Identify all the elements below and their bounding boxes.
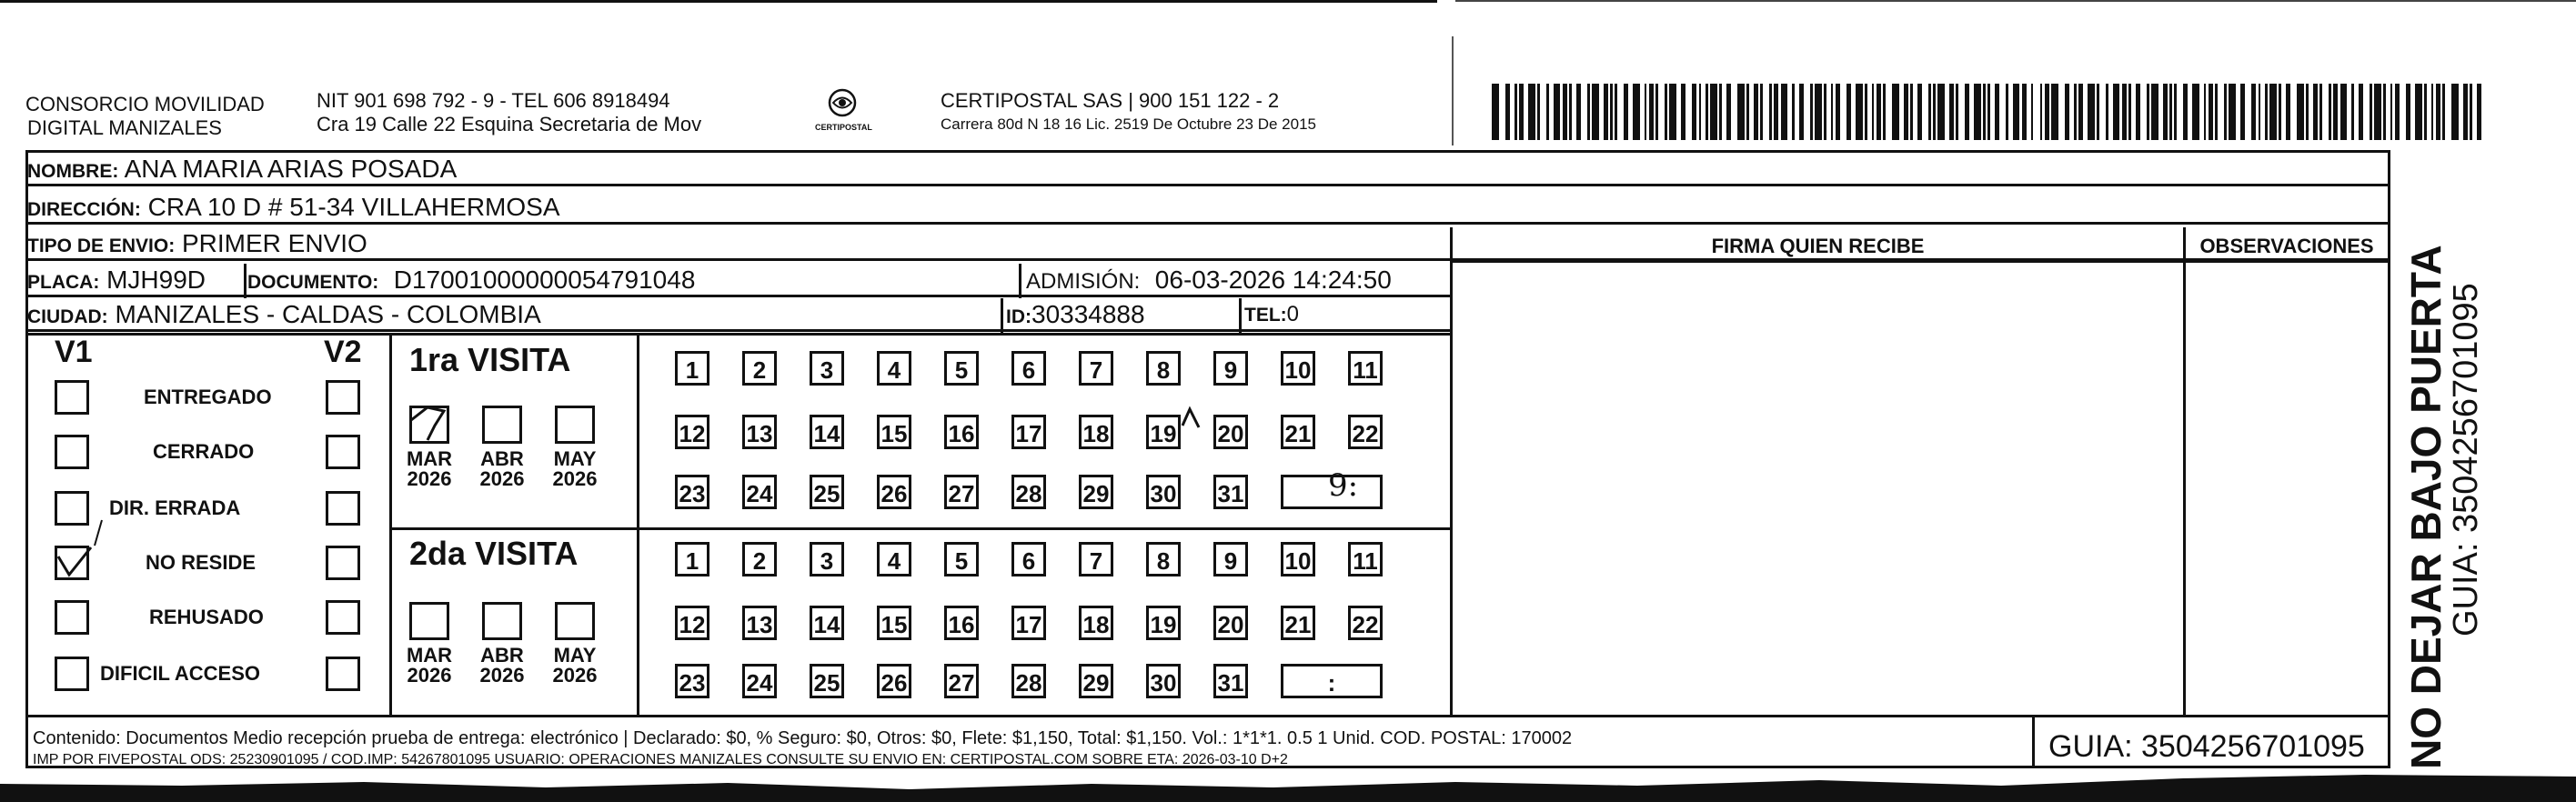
first-visit-day-box[interactable]: 28 [1011, 475, 1046, 509]
footer-content [33, 727, 1572, 771]
first-visit-day-box[interactable]: 4 [877, 351, 911, 386]
status-label: NO RESIDE [146, 551, 257, 574]
second-visit-day-box[interactable]: 5 [944, 542, 979, 576]
first-visit-day-box[interactable]: 25 [810, 475, 844, 509]
status-label: DIFICIL ACCESO [100, 662, 261, 685]
nit-line-1: NIT 901 698 792 - 9 - TEL 606 8918494 [317, 89, 670, 112]
second-visit-day-box[interactable]: 27 [944, 664, 979, 698]
second-visit-time-box[interactable]: : [1281, 664, 1383, 698]
id-value: 30334888 [1031, 300, 1145, 328]
month-year: 2026 [479, 467, 525, 490]
first-visit-day-box[interactable]: 1 [675, 351, 709, 386]
admision-value: 06-03-2026 14:24:50 [1154, 266, 1392, 294]
month-name: MAY [553, 644, 597, 667]
status-label: ENTREGADO [144, 386, 272, 408]
second-visit-day-box[interactable]: 1 [675, 542, 709, 576]
placa-label: PLACA: [27, 272, 100, 293]
first-visit-day-box[interactable]: 26 [877, 475, 911, 509]
second-visit-day-box[interactable]: 16 [944, 606, 979, 640]
footer-guia: GUIA: 3504256701095 [2048, 729, 2365, 764]
second-visit-day-box[interactable]: 14 [810, 606, 844, 640]
second-visit-day-box[interactable]: 8 [1146, 542, 1181, 576]
month-name: MAR [406, 644, 453, 667]
second-visit-day-box[interactable]: 13 [742, 606, 777, 640]
firma-header: FIRMA QUIEN RECIBE [1711, 235, 1925, 257]
second-visit-day-box[interactable]: 19 [1146, 606, 1181, 640]
tipo-label: TIPO DE ENVIO: [27, 236, 176, 256]
first-visit-day-box[interactable]: 24 [742, 475, 777, 509]
second-visit-day-box[interactable]: 20 [1213, 606, 1248, 640]
courier-line-1: CERTIPOSTAL SAS | 900 151 122 - 2 [941, 89, 1280, 112]
status-label: REHUSADO [149, 606, 264, 628]
first-visit-day-box[interactable]: 19 [1146, 415, 1181, 449]
first-visit-day-box[interactable]: 31 [1213, 475, 1248, 509]
admision-label: ADMISIÓN: [1026, 269, 1141, 294]
second-visit-day-box[interactable]: 21 [1281, 606, 1315, 640]
torn-edge [0, 775, 2576, 802]
documento-label: DOCUMENTO: [247, 272, 379, 293]
second-visit-day-box[interactable]: 6 [1011, 542, 1046, 576]
tel-label: TEL: [1244, 305, 1287, 326]
id-label: ID: [1006, 306, 1031, 327]
second-visit-day-box[interactable]: 25 [810, 664, 844, 698]
observaciones-header: OBSERVACIONES [2199, 235, 2374, 257]
month-year: 2026 [407, 467, 452, 490]
courier-line-2: Carrera 80d N 18 16 Lic. 2519 De Octubre 23 De 2015 [941, 115, 1316, 133]
first-visit-day-box[interactable]: 3 [810, 351, 844, 386]
first-visit-day-box[interactable]: 29 [1079, 475, 1113, 509]
footer-guia-divider [2032, 715, 2035, 766]
second-visit-day-box[interactable]: 31 [1213, 664, 1248, 698]
month-name: MAR [406, 447, 453, 470]
status-label: DIR. ERRADA [109, 496, 241, 519]
first-visit-day-box[interactable]: 22 [1348, 415, 1383, 449]
month-year: 2026 [552, 467, 598, 490]
second-visit-day-box[interactable]: 4 [877, 542, 911, 576]
first-visit-day-box[interactable]: 12 [675, 415, 709, 449]
first-visit-day-box[interactable]: 5 [944, 351, 979, 386]
first-visit-day-box[interactable]: 21 [1281, 415, 1315, 449]
first-visit-day-box[interactable]: 8 [1146, 351, 1181, 386]
second-visit-day-box[interactable]: 11 [1348, 542, 1383, 576]
second-visit-day-box[interactable]: 10 [1281, 542, 1315, 576]
second-visit-day-box[interactable]: 29 [1079, 664, 1113, 698]
ciudad-label: CIUDAD: [27, 306, 108, 327]
first-visit-day-box[interactable]: 30 [1146, 475, 1181, 509]
second-visit-day-box[interactable]: 3 [810, 542, 844, 576]
first-visit-time-handwritten: 9: [1328, 467, 1359, 504]
second-visit-day-box[interactable]: 18 [1079, 606, 1113, 640]
direccion-label: DIRECCIÓN: [27, 199, 141, 220]
footer-line-2: IMP POR FIVEPOSTAL ODS: 25230901095 / COD.IMP: 54267801095 USUARIO: OPERACIONES MANIZALES CONSULTE SU ENVIO EN: CERTIPOSTAL.COM SOBRE ETA: 2026-03-10 D+2 [33, 752, 1288, 767]
documento-value: D17001000000054791048 [393, 266, 696, 294]
second-visit-day-box[interactable]: 24 [742, 664, 777, 698]
first-visit-day-box[interactable]: 13 [742, 415, 777, 449]
first-visit-day-box[interactable]: 18 [1079, 415, 1113, 449]
nit-line-2: Cra 19 Calle 22 Esquina Secretaria de Mov [317, 113, 702, 135]
first-visit-title: 1ra VISITA [409, 341, 571, 378]
second-visit-title: 2da VISITA [409, 535, 579, 572]
second-visit-day-box[interactable]: 22 [1348, 606, 1383, 640]
first-visit-day-box[interactable]: 23 [675, 475, 709, 509]
v1-header: V1 [55, 335, 93, 369]
first-visit-day-box[interactable]: 2 [742, 351, 777, 386]
first-visit-day-box[interactable]: 11 [1348, 351, 1383, 386]
nombre-label: NOMBRE: [27, 161, 119, 182]
month-name: ABR [480, 447, 524, 470]
first-visit-day-box[interactable]: 20 [1213, 415, 1248, 449]
footer-line-1: Contenido: Documentos Medio recepción prueba de entrega: electrónico | Declarado: $0, % Seguro: $0, Otros: $0, Flete: $1,150, Total: $1,150. Vol.: 1*1*1. 0.5 1 Unid. COD. POSTAL: 170002 [33, 728, 1573, 748]
second-visit-day-box[interactable]: 2 [742, 542, 777, 576]
first-visit-day-box[interactable]: 14 [810, 415, 844, 449]
v2-header: V2 [324, 335, 362, 369]
month-year: 2026 [552, 664, 598, 687]
second-visit-day-box[interactable]: 9 [1213, 542, 1248, 576]
second-visit-day-box[interactable]: 28 [1011, 664, 1046, 698]
tel-value: 0 [1286, 302, 1300, 326]
status-label: CERRADO [153, 440, 255, 463]
nombre-value: ANA MARIA ARIAS POSADA [124, 155, 458, 183]
second-visit-day-box[interactable]: 23 [675, 664, 709, 698]
first-visit-day-box[interactable]: 15 [877, 415, 911, 449]
first-visit-day-box[interactable]: 7 [1079, 351, 1113, 386]
second-visit-day-box[interactable]: 15 [877, 606, 911, 640]
month-year: 2026 [407, 664, 452, 687]
tipo-value: PRIMER ENVIO [181, 229, 367, 257]
first-visit-day-box[interactable]: 16 [944, 415, 979, 449]
direccion-value: CRA 10 D # 51-34 VILLAHERMOSA [147, 193, 560, 221]
second-visit-day-box[interactable]: 17 [1011, 606, 1046, 640]
first-visit-day-box[interactable]: 27 [944, 475, 979, 509]
placa-value: MJH99D [106, 266, 206, 294]
month-name: MAY [553, 447, 597, 470]
first-visit-day-box[interactable]: 10 [1281, 351, 1315, 386]
first-visit-day-box[interactable]: 9 [1213, 351, 1248, 386]
side-warning: NO DEJAR BAJO PUERTA [2402, 245, 2450, 769]
first-visit-day-box[interactable]: 17 [1011, 415, 1046, 449]
month-year: 2026 [479, 664, 525, 687]
first-visit-day-box[interactable]: 6 [1011, 351, 1046, 386]
second-visit-day-box[interactable]: 30 [1146, 664, 1181, 698]
company-line-2: DIGITAL MANIZALES [27, 116, 222, 139]
month-name: ABR [480, 644, 524, 667]
second-visit-day-box[interactable]: 26 [877, 664, 911, 698]
second-visit-day-box[interactable]: 7 [1079, 542, 1113, 576]
ciudad-value: MANIZALES - CALDAS - COLOMBIA [115, 300, 541, 328]
second-visit-day-box[interactable]: 12 [675, 606, 709, 640]
logo-text: CERTIPOSTAL [815, 123, 872, 132]
side-guia: GUIA: 3504256701095 [2447, 283, 2485, 637]
company-line-1: CONSORCIO MOVILIDAD [25, 93, 265, 115]
